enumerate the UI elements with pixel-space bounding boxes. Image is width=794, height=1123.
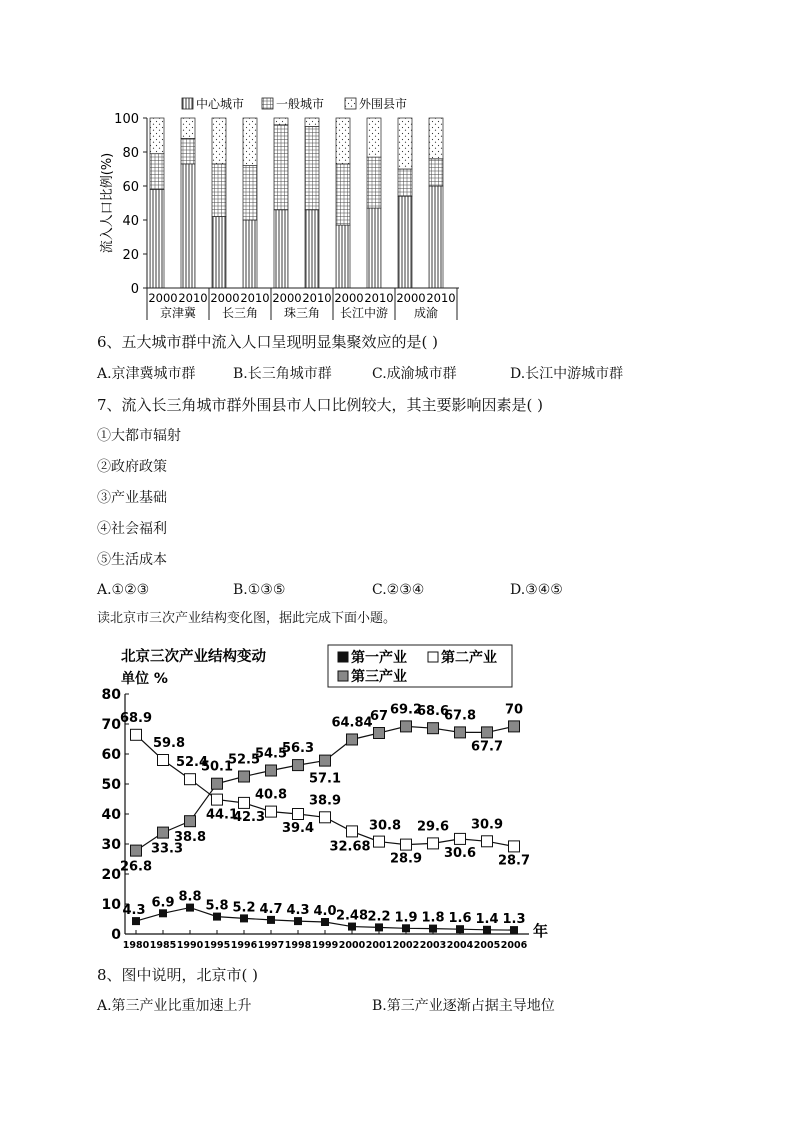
bar-segment — [212, 164, 226, 217]
q7-item-5: ⑤生活成本 — [97, 552, 167, 568]
data-label: 52.4 — [175, 755, 209, 771]
x-tick-label: 2001 — [365, 940, 393, 951]
data-point — [430, 925, 437, 932]
y-tick-label: 80 — [122, 146, 139, 161]
q7-item-1: ①大都市辐射 — [97, 428, 181, 444]
y-tick-label: 20 — [101, 867, 121, 883]
bar-segment — [305, 118, 319, 127]
legend-label: 一般城市 — [276, 97, 325, 111]
data-point — [268, 916, 275, 923]
bar-segment — [398, 196, 412, 288]
q7-item-4: ④社会福利 — [97, 521, 167, 537]
data-label: 67 — [369, 709, 389, 724]
data-label: 40.8 — [254, 787, 288, 803]
data-label: 38.8 — [173, 830, 207, 846]
data-label: 42.3 — [232, 809, 266, 825]
y-tick-label: 40 — [101, 807, 121, 823]
data-point — [374, 836, 385, 847]
data-point — [374, 728, 385, 739]
unit-label: 单位 % — [121, 671, 168, 687]
y-tick-label: 0 — [130, 282, 139, 297]
x-tick-label: 1990 — [176, 940, 204, 951]
data-point — [239, 797, 250, 808]
data-label: 68.9 — [119, 710, 153, 726]
q6-option-c: C.成渝城市群 — [372, 366, 457, 382]
beijing-industry-chart — [95, 640, 555, 955]
bar-segment — [243, 166, 257, 220]
legend-swatch — [428, 652, 438, 662]
data-point — [455, 727, 466, 738]
data-point — [133, 918, 140, 925]
q7-option-b: B.①③⑤ — [233, 582, 286, 598]
y-tick-label: 70 — [101, 717, 121, 733]
x-year-label: 2000 — [396, 291, 426, 305]
data-label: 52.5 — [227, 752, 261, 768]
data-point — [266, 765, 277, 776]
x-tick-label: 1980 — [122, 940, 150, 951]
bar-segment — [398, 169, 412, 196]
data-label: 54.5 — [254, 746, 288, 762]
bar-segment — [212, 118, 226, 164]
x-tick-label: 2004 — [446, 940, 474, 951]
bar-segment — [429, 118, 443, 159]
data-label: 70 — [504, 702, 524, 718]
data-label: 2.2 — [367, 909, 391, 925]
q7-option-c: C.②③④ — [372, 582, 425, 598]
y-tick-label: 10 — [101, 897, 121, 913]
question-7-stem: 7、流入长三角城市群外围县市人口比例较大，其主要影响因素是( ) — [97, 396, 544, 414]
data-point — [322, 919, 329, 926]
bar-segment — [336, 118, 350, 164]
q8-option-b: B.第三产业逐渐占据主导地位 — [372, 998, 555, 1014]
data-label: 69.2 — [389, 702, 423, 718]
data-label: 28.7 — [497, 853, 531, 869]
data-label: 4.0 — [313, 904, 337, 919]
y-tick-label: 50 — [101, 777, 121, 793]
data-point — [185, 816, 196, 827]
data-label: 1.9 — [394, 910, 418, 926]
x-year-label: 2010 — [178, 291, 208, 305]
data-point — [293, 760, 304, 771]
bar-segment — [243, 118, 257, 166]
bar-segment — [243, 220, 257, 288]
data-point — [509, 841, 520, 852]
data-label: 59.8 — [152, 736, 186, 751]
legend-label: 外围县市 — [359, 97, 408, 111]
q7-option-a: A.①②③ — [97, 582, 150, 598]
x-tick-label: 1998 — [284, 940, 312, 951]
data-point — [484, 926, 491, 933]
q7-item-2: ②政府政策 — [97, 459, 167, 475]
data-label: 28.9 — [389, 851, 423, 867]
data-point — [401, 839, 412, 850]
y-tick-label: 60 — [122, 180, 139, 195]
data-label: 33.3 — [150, 841, 184, 857]
bar-segment — [150, 118, 164, 154]
x-tick-label: 2005 — [473, 940, 501, 951]
bar-segment — [367, 118, 381, 157]
data-point — [401, 721, 412, 732]
data-point — [320, 812, 331, 823]
x-year-label: 2000 — [334, 291, 364, 305]
data-label: 26.8 — [119, 859, 153, 875]
data-label: 1.3 — [502, 912, 526, 928]
legend-label: 第三产业 — [351, 669, 407, 685]
y-tick-label: 40 — [122, 214, 139, 229]
data-label: 38.9 — [308, 793, 342, 809]
x-year-label: 2000 — [272, 291, 302, 305]
x-tick-label: 2000 — [338, 940, 366, 951]
legend-swatch — [338, 671, 348, 681]
data-point — [428, 838, 439, 849]
data-label: 1.8 — [421, 910, 445, 926]
data-point — [428, 723, 439, 734]
data-point — [347, 734, 358, 745]
data-label: 30.8 — [368, 818, 402, 834]
data-label: 56.3 — [281, 741, 315, 757]
legend-swatch — [338, 652, 348, 662]
x-tick-label: 1995 — [203, 940, 231, 951]
x-tick-label: 2002 — [392, 940, 420, 951]
bar-segment — [305, 210, 319, 288]
data-point — [457, 926, 464, 933]
data-point — [131, 729, 142, 740]
q7-option-d: D.③④⑤ — [510, 582, 563, 598]
data-label: 1.4 — [475, 911, 499, 927]
bar-segment — [150, 189, 164, 288]
x-tick-label: 1999 — [311, 940, 339, 951]
data-point — [509, 721, 520, 732]
q6-option-b: B.长三角城市群 — [233, 366, 332, 382]
q8-option-a: A.第三产业比重加速上升 — [97, 998, 252, 1014]
legend-swatch — [262, 98, 273, 109]
x-group-label: 珠三角 — [283, 306, 321, 320]
x-tick-label: 1997 — [257, 940, 285, 951]
x-year-label: 2000 — [210, 291, 240, 305]
x-year-label: 2010 — [426, 291, 456, 305]
data-point — [293, 809, 304, 820]
data-label: 1.6 — [448, 911, 472, 927]
q7-item-3: ③产业基础 — [97, 490, 167, 506]
data-point — [320, 755, 331, 766]
bar-segment — [212, 217, 226, 288]
data-label: 68.6 — [416, 704, 450, 720]
y-tick-label: 20 — [122, 248, 139, 263]
x-group-label: 长江中游 — [339, 306, 389, 320]
data-label: 4.3 — [122, 903, 146, 919]
data-label: 39.4 — [281, 821, 315, 836]
bar-segment — [429, 186, 443, 288]
legend-label: 第一产业 — [351, 650, 407, 666]
bar-segment — [367, 208, 381, 288]
bar-segment — [274, 125, 288, 210]
legend-label: 中心城市 — [196, 97, 245, 111]
q6-option-d: D.长江中游城市群 — [510, 366, 624, 382]
y-tick-label: 100 — [114, 112, 139, 127]
bar-segment — [274, 118, 288, 125]
chart-title: 北京三次产业结构变动 — [121, 649, 266, 665]
data-label: 57.1 — [308, 771, 342, 787]
data-point — [511, 927, 518, 934]
x-year-label: 2000 — [148, 291, 178, 305]
data-label: 32.68 — [329, 839, 371, 855]
data-point — [455, 833, 466, 844]
data-label: 50.1 — [200, 759, 234, 775]
x-group-label: 京津冀 — [159, 306, 197, 320]
x-group-label: 成渝 — [413, 306, 439, 320]
data-label: 4.7 — [259, 901, 283, 917]
bar-segment — [336, 164, 350, 225]
data-label: 29.6 — [416, 819, 450, 835]
legend-swatch — [345, 98, 356, 109]
data-point — [295, 918, 302, 925]
bar-segment — [181, 118, 195, 138]
data-point — [212, 794, 223, 805]
data-label: 8.8 — [178, 889, 202, 905]
data-point — [241, 915, 248, 922]
x-year-label: 2010 — [240, 291, 270, 305]
data-point — [187, 904, 194, 911]
data-label: 67.7 — [470, 739, 504, 755]
x-year-label: 2010 — [364, 291, 394, 305]
q6-option-a: A.京津冀城市群 — [97, 366, 196, 382]
bar-segment — [150, 154, 164, 190]
data-point — [212, 778, 223, 789]
legend-label: 第二产业 — [441, 650, 497, 666]
bar-segment — [336, 225, 350, 288]
x-tick-label: 1985 — [149, 940, 177, 951]
bar-segment — [367, 157, 381, 208]
legend-swatch — [182, 98, 193, 109]
data-label: 4.3 — [286, 903, 310, 919]
inflow-ratio-chart — [95, 90, 475, 330]
y-tick-label: 30 — [101, 837, 121, 853]
data-label: 5.2 — [232, 900, 256, 916]
x-axis-label: 年 — [533, 922, 549, 940]
data-point — [160, 910, 167, 917]
data-label: 44.1 — [205, 807, 239, 823]
x-tick-label: 2006 — [500, 940, 528, 951]
question-8-stem: 8、图中说明，北京市( ) — [97, 966, 259, 984]
data-label: 6.9 — [151, 895, 175, 911]
data-point — [349, 923, 356, 930]
bar-segment — [429, 159, 443, 186]
y-tick-label: 80 — [101, 687, 121, 703]
data-label: 64.84 — [331, 715, 373, 731]
bar-segment — [274, 210, 288, 288]
data-point — [347, 826, 358, 837]
bar-segment — [181, 164, 195, 288]
data-label: 30.6 — [443, 845, 477, 861]
bar-segment — [305, 127, 319, 210]
data-point — [266, 806, 277, 817]
question-6-stem: 6、五大城市群中流入人口呈现明显集聚效应的是( ) — [97, 333, 439, 351]
x-year-label: 2010 — [302, 291, 332, 305]
data-label: 67.8 — [443, 708, 477, 724]
data-point — [239, 771, 250, 782]
bar-segment — [398, 118, 412, 169]
data-point — [131, 845, 142, 856]
bar-segment — [181, 138, 195, 164]
x-group-label: 长三角 — [221, 306, 259, 320]
data-point — [214, 913, 221, 920]
data-label: 30.9 — [470, 817, 504, 833]
data-point — [158, 755, 169, 766]
data-point — [158, 827, 169, 838]
data-label: 2.48 — [335, 908, 369, 924]
data-point — [376, 924, 383, 931]
data-point — [482, 836, 493, 847]
y-axis-label: 流入人口比例(%) — [100, 152, 115, 254]
y-tick-label: 0 — [111, 927, 121, 943]
x-tick-label: 2003 — [419, 940, 447, 951]
y-tick-label: 60 — [101, 747, 121, 763]
data-point — [403, 925, 410, 932]
data-point — [185, 774, 196, 785]
section-intro: 读北京市三次产业结构变化图，据此完成下面小题。 — [97, 611, 397, 626]
x-tick-label: 1996 — [230, 940, 258, 951]
data-label: 5.8 — [205, 898, 229, 914]
data-point — [482, 727, 493, 738]
